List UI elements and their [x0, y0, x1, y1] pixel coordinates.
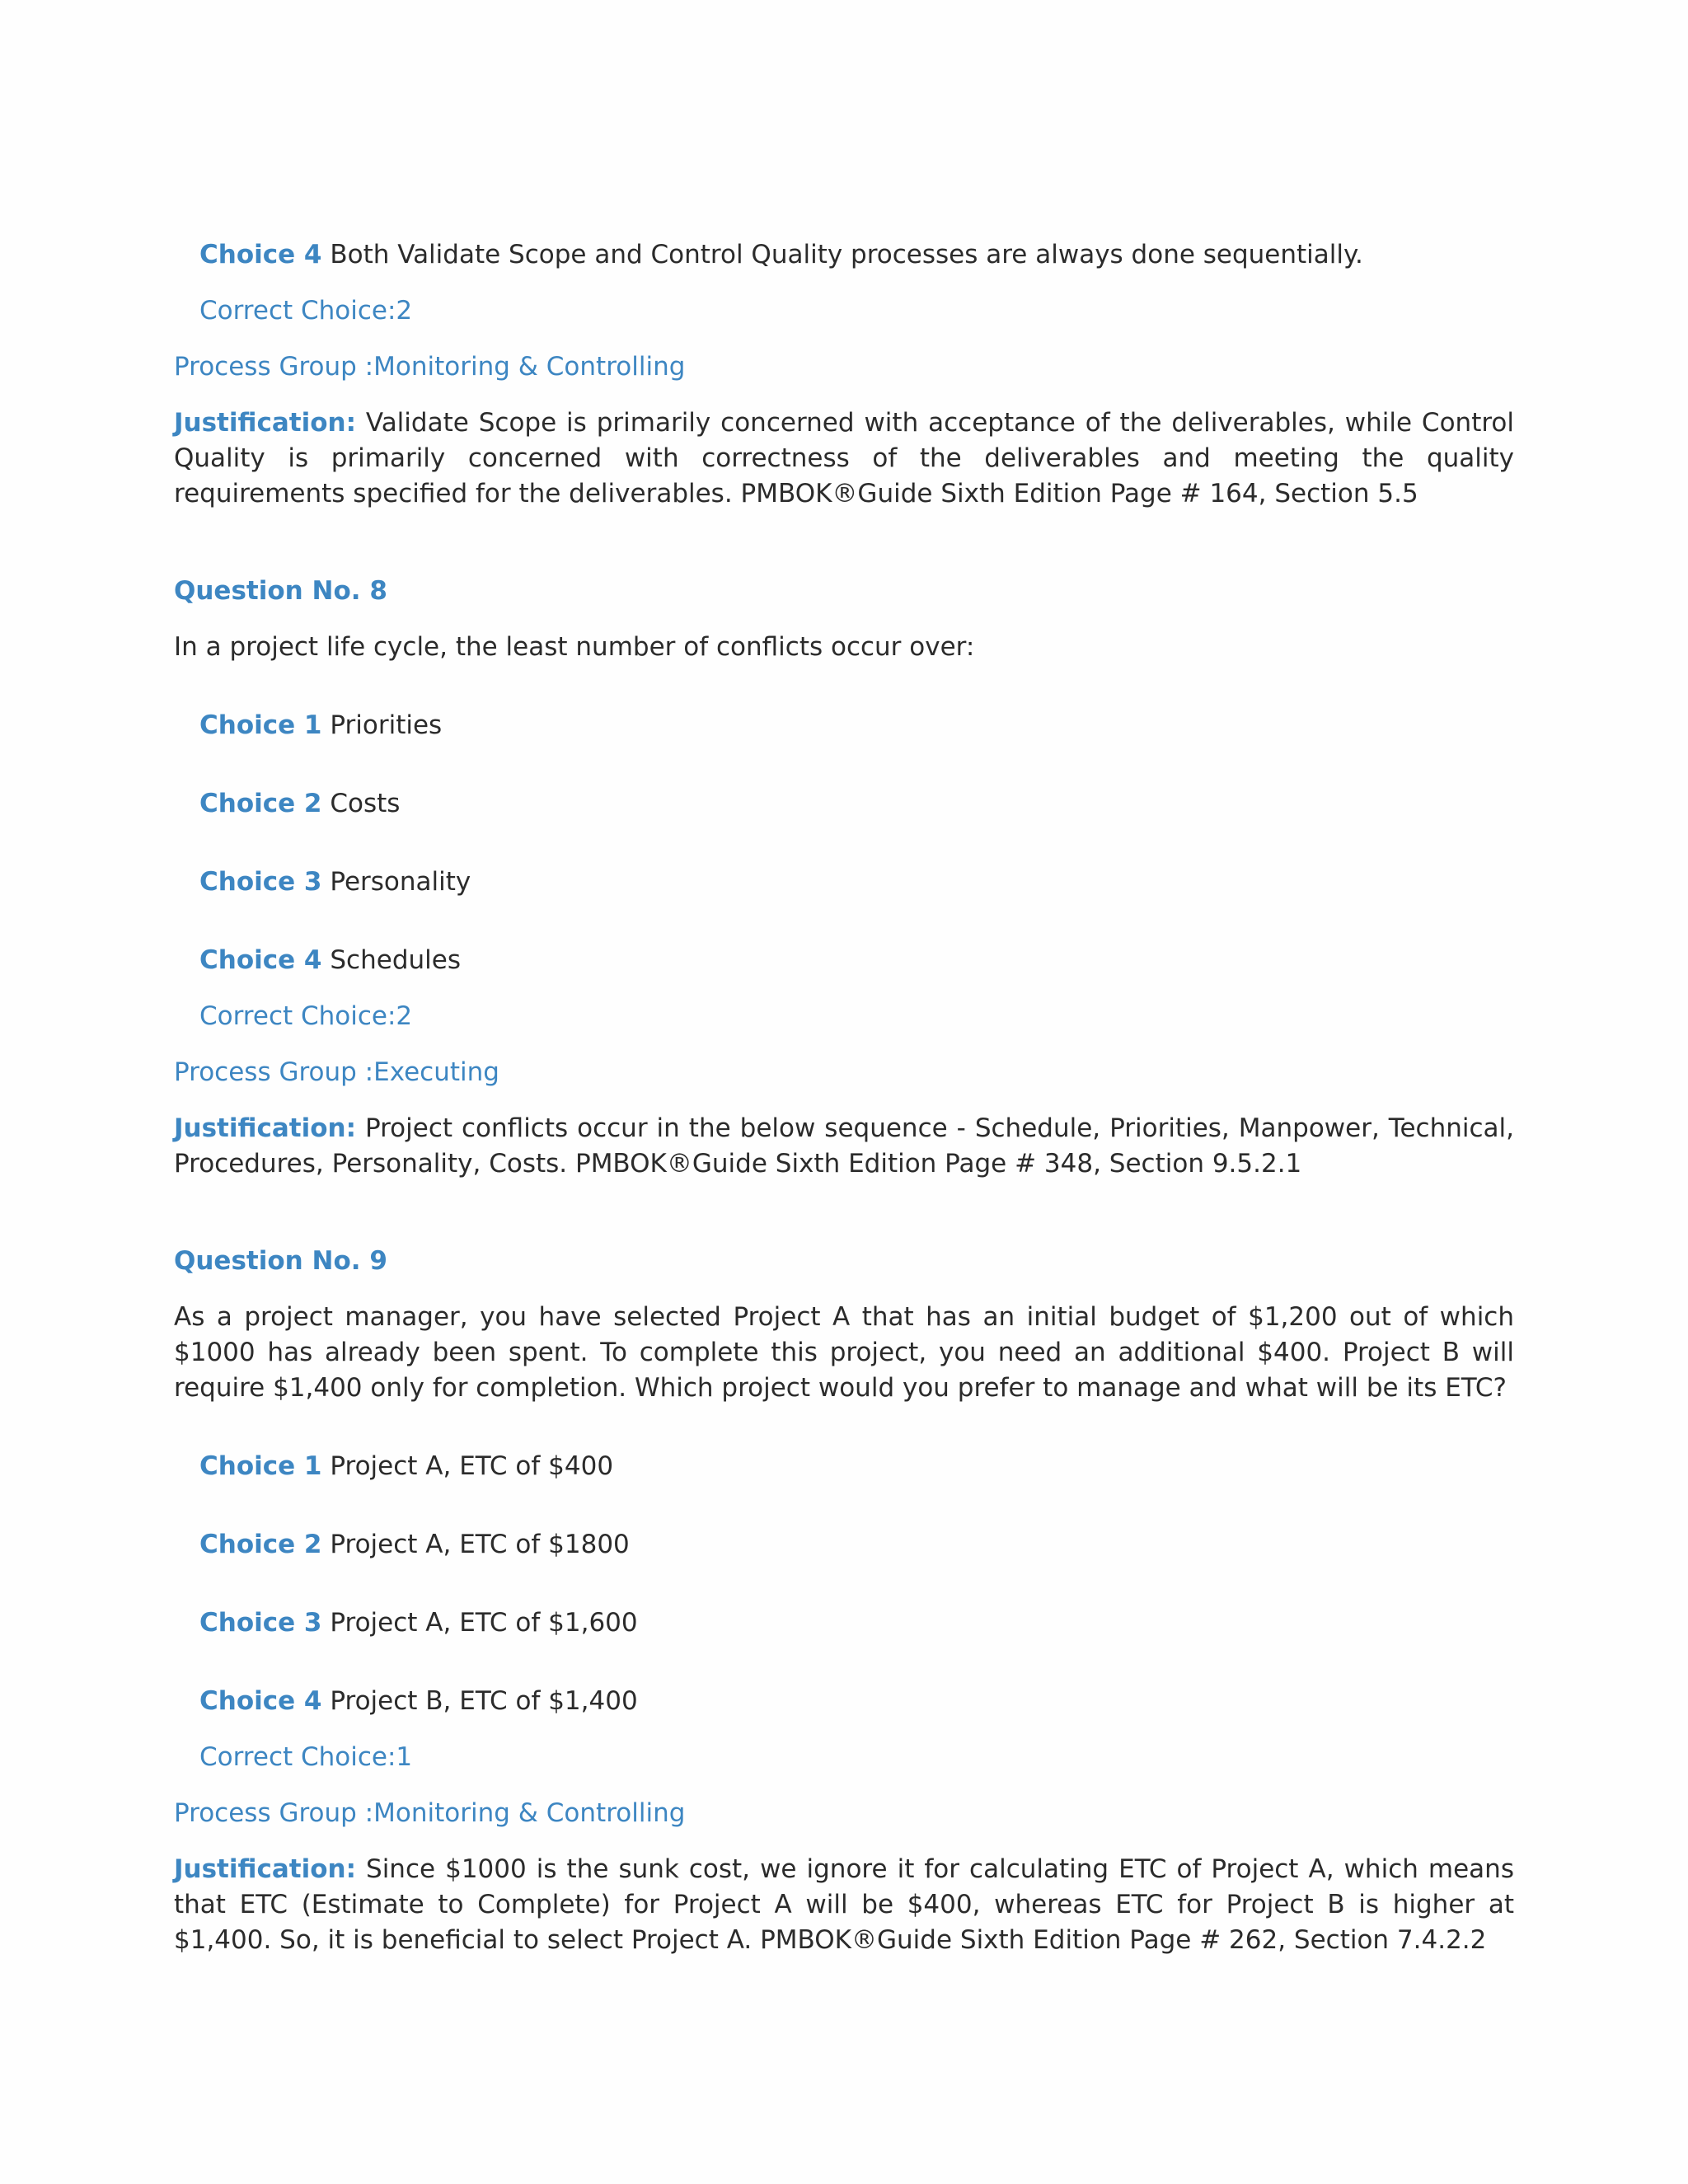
justification-label: Justification:	[174, 408, 356, 438]
choice-text: Schedules	[330, 945, 461, 975]
question-text: In a project life cycle, the least number of conflicts occur over:	[174, 632, 975, 662]
page-content	[174, 237, 1514, 1958]
correct-choice: Correct Choice:2	[199, 296, 413, 326]
choice-label: Choice 4	[199, 240, 322, 269]
choice-item	[174, 1684, 1514, 1719]
choice-item	[174, 1449, 1514, 1484]
choice-label: Choice 3	[199, 1608, 322, 1638]
correct-choice: Correct Choice:1	[199, 1742, 413, 1772]
choice-label: Choice 1	[199, 710, 322, 740]
choice-item	[174, 708, 1514, 743]
choice-label: Choice 2	[199, 1530, 322, 1559]
choice-text: Costs	[330, 789, 401, 818]
choice-text: Personality	[330, 867, 471, 897]
justification-label: Justification:	[174, 1854, 356, 1884]
justification	[174, 1111, 1514, 1182]
justification-text: Since $1000 is the sunk cost, we ignore it for calculating ETC of Project A, which means that ETC (Estimate to Complete) for Project A will be $400, whereas ETC for Project B is higher at $1,400. So, it is beneficial to select Project A. PMBOK®Guide Sixth Edition Page # 262, Section 7.4.2.2	[174, 1854, 1514, 1955]
justification-text: Validate Scope is primarily concerned with acceptance of the deliverables, while Control Quality is primarily concerned with correctness of the deliverables and meeting the quality requirements specified for the deliverables. PMBOK®Guide Sixth Edition Page # 164, Section 5.5	[174, 408, 1514, 509]
choice-text: Priorities	[330, 710, 443, 740]
choice-text: Both Validate Scope and Control Quality processes are always done sequentially.	[330, 240, 1363, 269]
choice-item	[174, 865, 1514, 900]
question-title: Question No. 9	[174, 1246, 387, 1276]
justification-text: Project conflicts occur in the below sequence - Schedule, Priorities, Manpower, Technical, Procedures, Personality, Costs. PMBOK®Guide Sixth Edition Page # 348, Section 9.5.2.1	[174, 1113, 1514, 1179]
choice-item	[174, 943, 1514, 978]
question-text: As a project manager, you have selected Project A that has an initial budget of $1,200 out of which $1000 has already been spent. To complete this project, you need an additional $400. Project B will require $1,400 only for completion. Which project would you prefer to manage and what will be its ETC?	[174, 1302, 1514, 1403]
choice-item	[174, 786, 1514, 822]
process-group: Process Group :Executing	[174, 1057, 499, 1087]
choice-text: Project A, ETC of $400	[330, 1451, 614, 1481]
justification	[174, 1852, 1514, 1958]
choice-text: Project A, ETC of $1,600	[330, 1608, 638, 1638]
question-title: Question No. 8	[174, 576, 387, 606]
choice-text: Project A, ETC of $1800	[330, 1530, 630, 1559]
choice-text: Project B, ETC of $1,400	[330, 1686, 638, 1716]
process-group: Process Group :Monitoring & Controlling	[174, 352, 686, 382]
process-group: Process Group :Monitoring & Controlling	[174, 1798, 686, 1828]
choice-item	[174, 1605, 1514, 1641]
choice-label: Choice 3	[199, 867, 322, 897]
justification-label: Justification:	[174, 1113, 356, 1143]
choice-label: Choice 2	[199, 789, 322, 818]
choice-item	[174, 1527, 1514, 1563]
choice-label: Choice 4	[199, 1686, 322, 1716]
justification	[174, 405, 1514, 512]
correct-choice: Correct Choice:2	[199, 1001, 413, 1031]
choice-item	[174, 237, 1514, 273]
choice-label: Choice 4	[199, 945, 322, 975]
choice-label: Choice 1	[199, 1451, 322, 1481]
